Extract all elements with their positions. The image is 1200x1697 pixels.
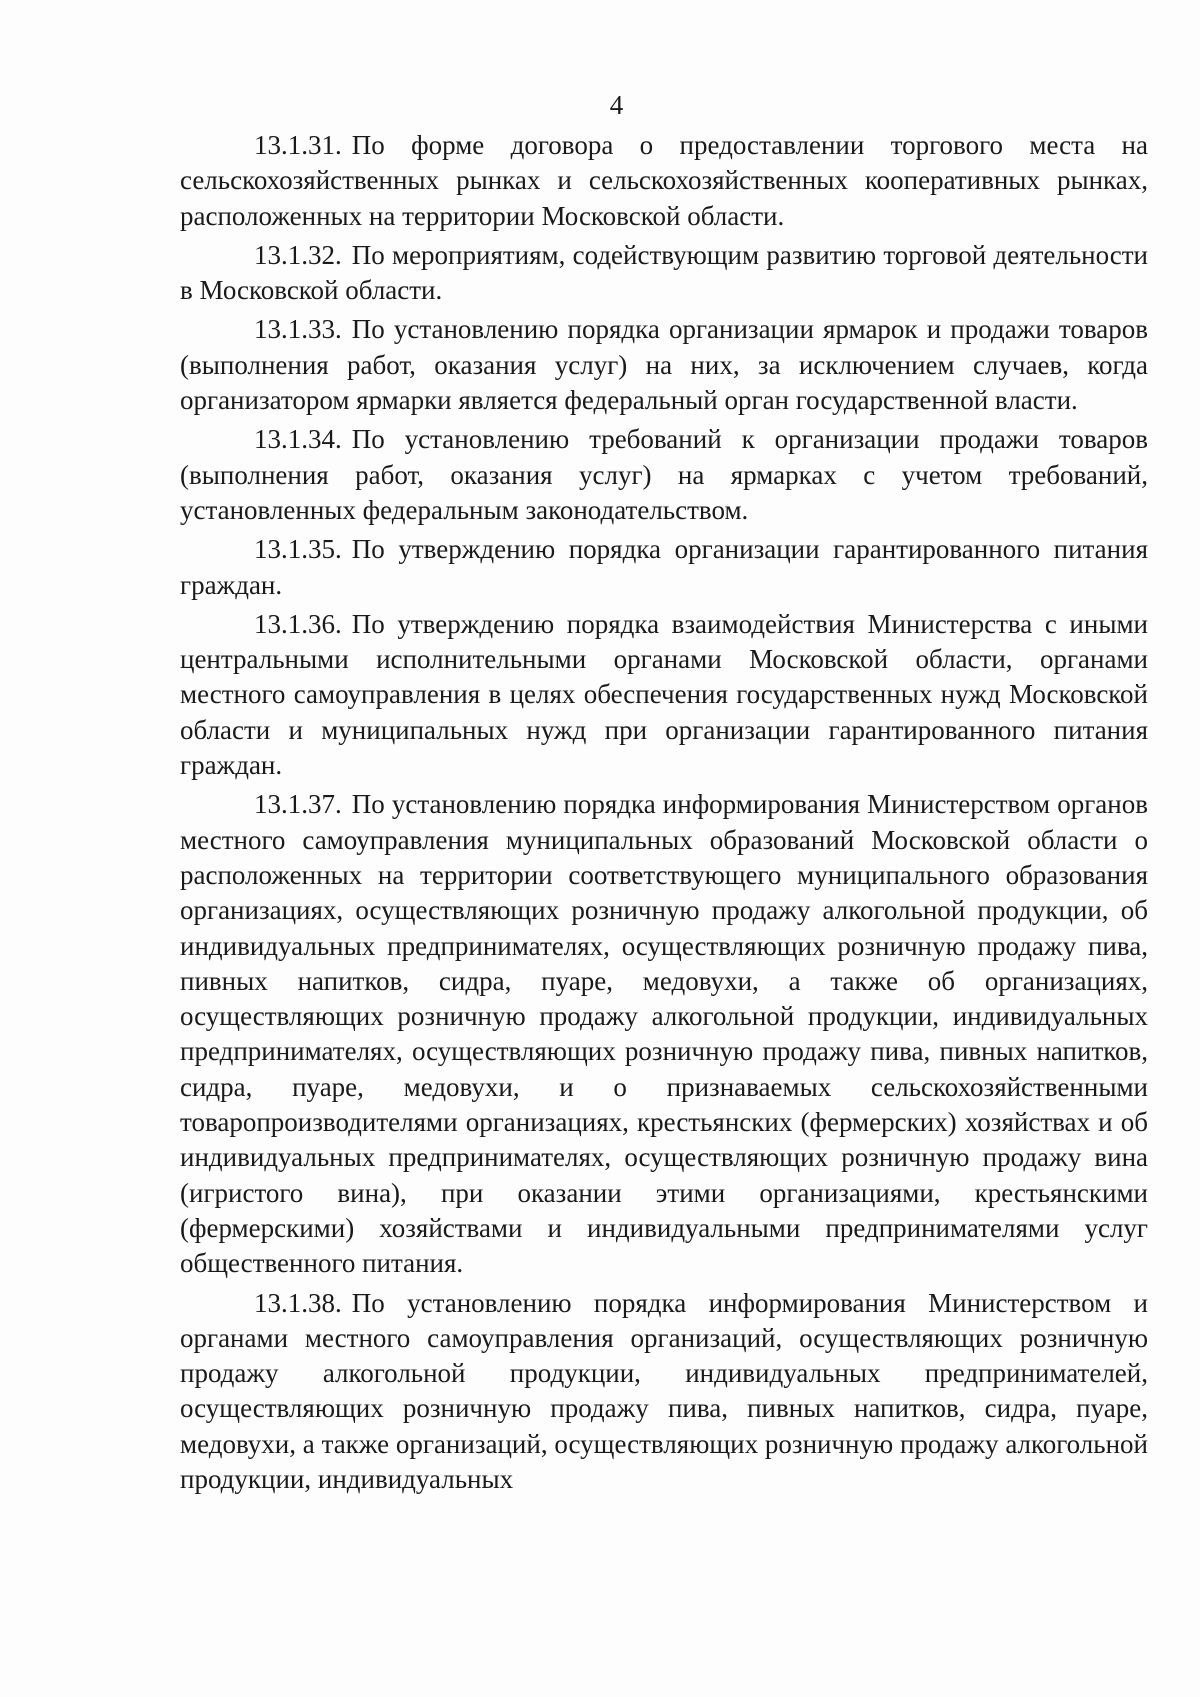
paragraph-13-1-35 [180, 532, 1148, 603]
paragraph-number: 13.1.33. [254, 314, 342, 345]
paragraph-text: По утверждению порядка организации гарантированного питания граждан. [180, 534, 1148, 600]
page-number: 4 [609, 90, 624, 120]
paragraph-13-1-36 [180, 607, 1148, 783]
paragraph-number: 13.1.37. [254, 789, 342, 820]
paragraph-13-1-38 [180, 1286, 1148, 1498]
document-body [180, 128, 1148, 1501]
paragraph-text: По утверждению порядка взаимодействия Министерства с иными центральными исполнительными органами Московской области, органами местного самоуправления в целях обеспечения государственных нужд Московской области и муниципальных нужд при организации гарантированного питания граждан. [180, 608, 1148, 781]
paragraph-text: По установлению порядка информирования Министерством и органами местного самоуправления организаций, осуществляющих розничную продажу алкогольной продукции, индивидуальных предпринимателей, осуществляющих розничную продажу пива, пивных напитков, сидра, пуаре, медовухи, а также организаций, осуществляющих розничную продажу алкогольной продукции, индивидуальных [180, 1287, 1148, 1494]
paragraph-13-1-33 [180, 312, 1148, 418]
paragraph-number: 13.1.34. [254, 424, 342, 455]
paragraph-13-1-32 [180, 238, 1148, 309]
paragraph-number: 13.1.35. [254, 534, 342, 565]
paragraph-number: 13.1.32. [254, 239, 342, 270]
paragraph-13-1-37 [180, 787, 1148, 1281]
paragraph-number: 13.1.31. [254, 130, 342, 160]
paragraph-text: По установлению требований к организации продажи товаров (выполнения работ, оказания услуг) на ярмарках с учетом требований, установленных федеральным законодательством. [180, 424, 1148, 525]
paragraph-text: По установлению порядка организации ярмарок и продажи товаров (выполнения работ, оказания услуг) на них, за исключением случаев, когда организатором ярмарки является федеральный орган государственной власти. [180, 314, 1148, 416]
paragraph-text: По установлению порядка информирования Министерством органов местного самоуправления муниципальных образований Московской области о расположенных на территории соответствующего муниципального образования организациях, осуществляющих розничную продажу алкогольной продукции, об индивидуальных предпринимателях, осуществляющих розничную продажу пива, пивных напитков, сидра, пуаре, медовухи, а также об организациях, осуществляющих розничную продажу алкогольной продукции, индивидуальных предпринимателях, осуществляющих розничную продажу пива, пивных напитков, сидра, пуаре, медовухи, и о признаваемых сельскохозяйственными товаропроизводителями организациях, крестьянских (фермерских) хозяйствах и об индивидуальных предпринимателях, осуществляющих розничную продажу вина (игристого вина), при оказании этими организациями, крестьянскими (фермерскими) хозяйствами и индивидуальными предпринимателями услуг общественного питания. [180, 789, 1148, 1279]
paragraph-13-1-31 [180, 128, 1148, 234]
paragraph-text: По мероприятиям, содействующим развитию торговой деятельности в Московской области. [180, 239, 1148, 306]
paragraph-number: 13.1.36. [254, 608, 342, 639]
paragraph-13-1-34 [180, 422, 1148, 528]
paragraph-text: По форме договора о предоставлении торгового места на сельскохозяйственных рынках и сельскохозяйственных кооперативных рынках, расположенных на территории Московской области. [180, 130, 1148, 231]
paragraph-number: 13.1.38. [254, 1287, 342, 1318]
